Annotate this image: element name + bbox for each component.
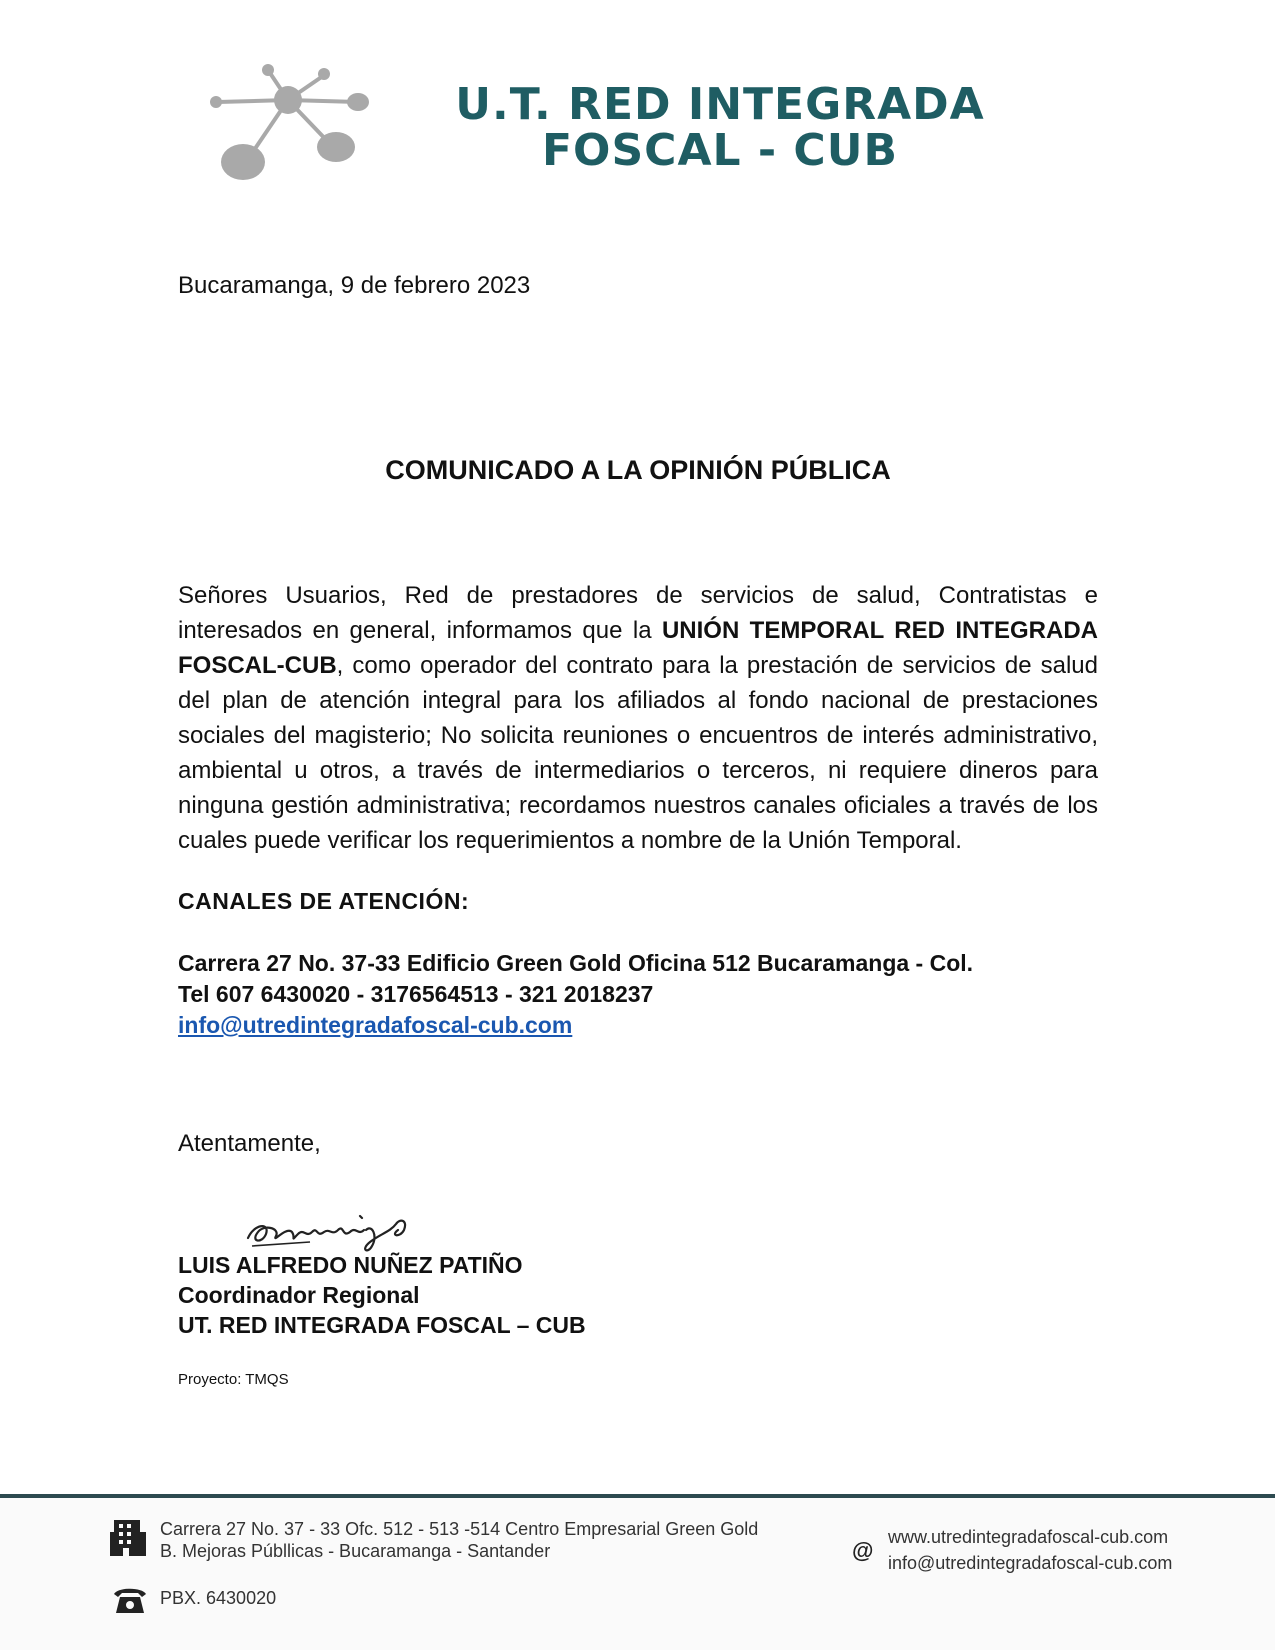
project-reference: Proyecto: TMQS bbox=[178, 1371, 289, 1388]
letter-closing: Atentamente, bbox=[178, 1130, 321, 1157]
footer-address bbox=[160, 1518, 758, 1562]
footer-address-line-1: Carrera 27 No. 37 - 33 Ofc. 512 - 513 -514 Centro Empresarial Green Gold bbox=[160, 1519, 759, 1539]
letter-title: COMUNICADO A LA OPINIÓN PÚBLICA bbox=[385, 455, 891, 485]
signer-role: Coordinador Regional bbox=[178, 1282, 420, 1308]
body-text-part-1: Señores Usuarios, Red de prestadores de servicios de salud, Contratistas e interesados en general, informamos que la bbox=[178, 582, 1098, 644]
building-icon bbox=[110, 1518, 146, 1558]
channels-heading: CANALES DE ATENCIÓN: bbox=[178, 888, 470, 914]
footer-phone: PBX. 6430020 bbox=[160, 1588, 277, 1608]
signer-name: LUIS ALFREDO NUÑEZ PATIÑO bbox=[178, 1252, 523, 1278]
footer-web-contact bbox=[888, 1524, 1172, 1576]
footer-website-link[interactable]: www.utredintegradafoscal-cub.com bbox=[888, 1527, 1169, 1547]
channels-email-link[interactable]: info@utredintegradafoscal-cub.com bbox=[178, 1012, 573, 1038]
footer-divider bbox=[0, 1494, 1275, 1498]
body-text-part-2: , como operador del contrato para la prestación de servicios de salud del plan de atención integral para los afiliados al fondo nacional de prestaciones sociales del magisterio; No solicita reuniones o encuentros de interés administrativo, ambiental u otros, a través de intermediarios o terceros, ni requiere dineros para ninguna gestión administrativa; recordamos nuestros canales oficiales a través de los cuales puede verificar los requerimientos a nombre de la Unión Temporal. bbox=[178, 652, 1098, 854]
contact-channels bbox=[178, 948, 973, 1041]
letter-date: Bucaramanga, 9 de febrero 2023 bbox=[178, 272, 531, 299]
channels-phone: Tel 607 6430020 - 3176564513 - 321 2018237 bbox=[178, 981, 654, 1007]
telephone-icon bbox=[112, 1585, 148, 1615]
body-text-bold: UNIÓN TEMPORAL RED INTEGRADA FOSCAL-CUB bbox=[178, 617, 1098, 679]
network-logo-icon bbox=[208, 62, 388, 187]
footer-address-line-2: B. Mejoras Públlicas - Bucaramanga - Santander bbox=[160, 1541, 551, 1561]
organization-logo-text bbox=[450, 79, 990, 176]
channels-address: Carrera 27 No. 37-33 Edificio Green Gold Oficina 512 Bucaramanga - Col. bbox=[178, 950, 974, 976]
signer-block bbox=[178, 1250, 586, 1340]
at-icon: @ bbox=[852, 1538, 874, 1563]
footer-email-link[interactable]: info@utredintegradafoscal-cub.com bbox=[888, 1553, 1173, 1573]
signer-organization: UT. RED INTEGRADA FOSCAL – CUB bbox=[178, 1312, 586, 1338]
letter-body bbox=[178, 578, 1098, 858]
logo-line-1: U.T. RED INTEGRADA bbox=[455, 79, 985, 130]
logo-line-2: FOSCAL - CUB bbox=[542, 125, 898, 176]
